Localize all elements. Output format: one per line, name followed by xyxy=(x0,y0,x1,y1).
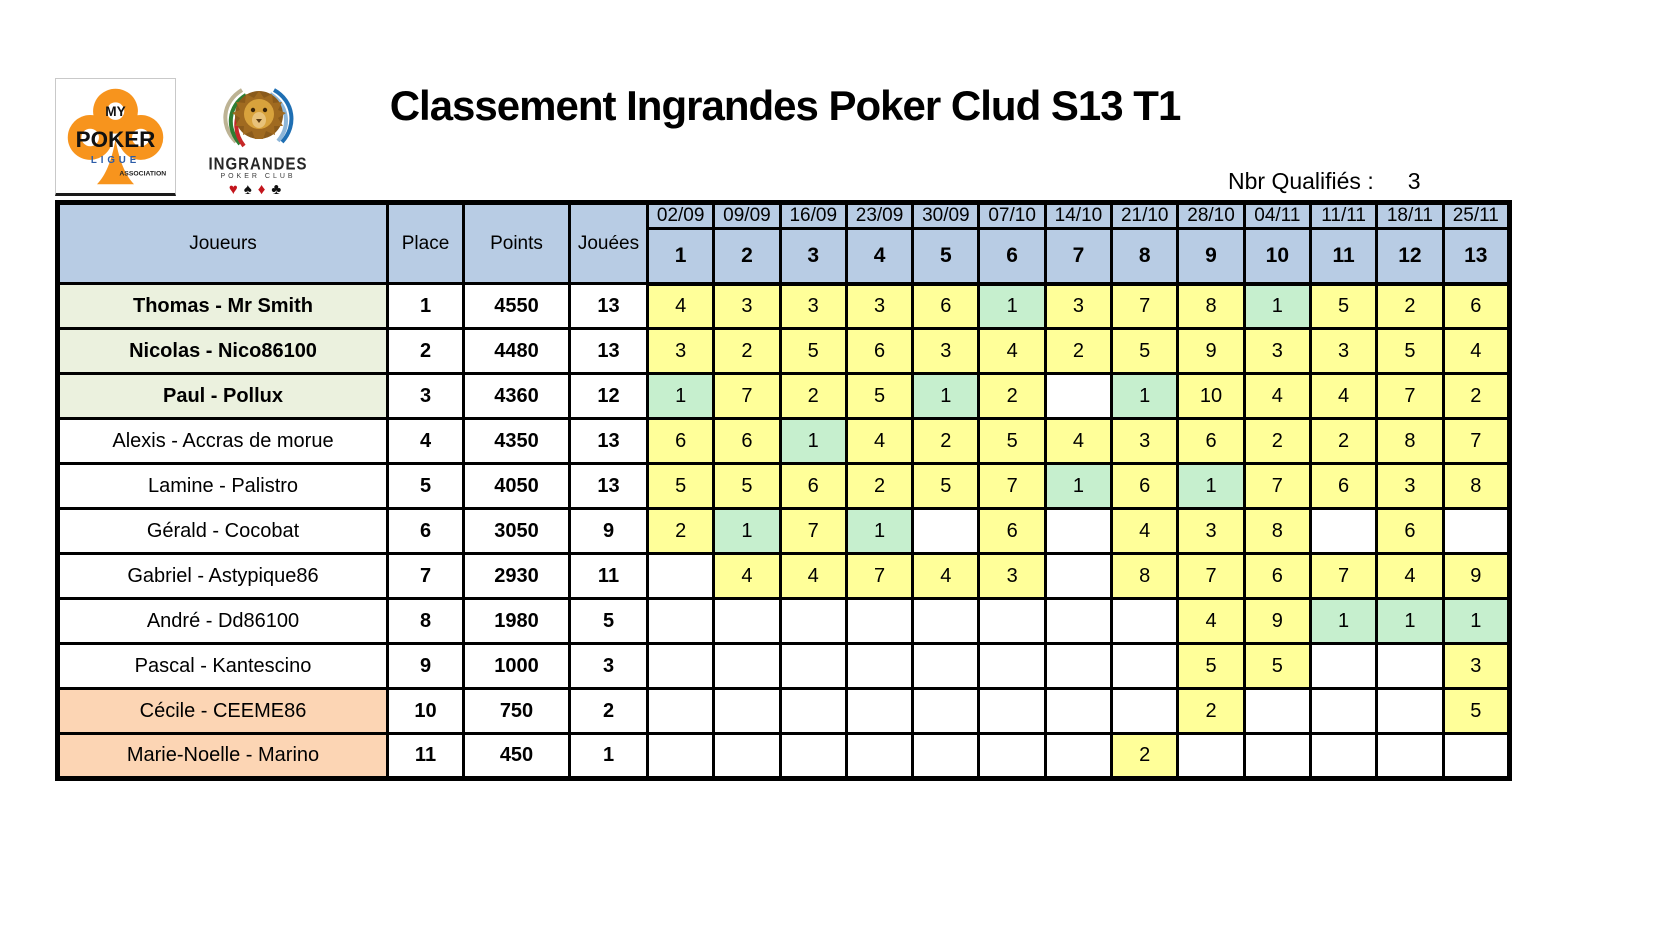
player-row xyxy=(58,554,1510,599)
dates-row xyxy=(58,203,1510,229)
round-result-cell: 5 xyxy=(913,464,979,509)
round-result-cell: 6 xyxy=(1112,464,1178,509)
round-result-cell: 1 xyxy=(1112,374,1178,419)
round-result-cell: 1 xyxy=(1443,599,1509,644)
round-result-cell xyxy=(846,599,912,644)
round-result-cell: 1 xyxy=(1045,464,1111,509)
player-place: 4 xyxy=(388,419,464,464)
player-place: 10 xyxy=(388,689,464,734)
round-result-cell xyxy=(1310,644,1376,689)
round-result-cell: 3 xyxy=(1112,419,1178,464)
round-number-header: 2 xyxy=(714,229,780,284)
round-result-cell: 1 xyxy=(979,284,1045,329)
round-result-cell: 8 xyxy=(1178,284,1244,329)
round-result-cell: 4 xyxy=(846,419,912,464)
round-result-cell: 6 xyxy=(1178,419,1244,464)
round-result-cell: 2 xyxy=(979,374,1045,419)
round-number-header: 3 xyxy=(780,229,846,284)
round-result-cell: 4 xyxy=(648,284,714,329)
round-result-cell: 7 xyxy=(1244,464,1310,509)
round-result-cell: 3 xyxy=(1377,464,1443,509)
player-place: 5 xyxy=(388,464,464,509)
player-place: 1 xyxy=(388,284,464,329)
player-points: 3050 xyxy=(464,509,570,554)
round-result-cell: 4 xyxy=(1178,599,1244,644)
round-result-cell: 6 xyxy=(780,464,846,509)
player-played: 3 xyxy=(570,644,648,689)
round-result-cell: 7 xyxy=(1178,554,1244,599)
player-place: 7 xyxy=(388,554,464,599)
player-played: 13 xyxy=(570,329,648,374)
round-result-cell: 5 xyxy=(1377,329,1443,374)
round-result-cell xyxy=(648,689,714,734)
player-row xyxy=(58,284,1510,329)
round-result-cell: 7 xyxy=(1377,374,1443,419)
round-result-cell: 4 xyxy=(1443,329,1509,374)
round-result-cell xyxy=(1310,509,1376,554)
header-points: Points xyxy=(464,203,570,284)
player-place: 3 xyxy=(388,374,464,419)
round-result-cell: 6 xyxy=(1377,509,1443,554)
round-number-header: 9 xyxy=(1178,229,1244,284)
round-result-cell: 7 xyxy=(780,509,846,554)
round-result-cell xyxy=(913,509,979,554)
player-place: 6 xyxy=(388,509,464,554)
round-result-cell: 5 xyxy=(1112,329,1178,374)
player-name: Nicolas - Nico86100 xyxy=(58,329,388,374)
ingrandes-suits xyxy=(203,181,313,198)
round-result-cell xyxy=(1443,734,1509,779)
mypoker-logo xyxy=(55,78,176,196)
player-points: 4480 xyxy=(464,329,570,374)
round-number-header: 6 xyxy=(979,229,1045,284)
round-result-cell xyxy=(1045,644,1111,689)
round-result-cell: 8 xyxy=(1443,464,1509,509)
round-result-cell: 9 xyxy=(1178,329,1244,374)
round-result-cell: 1 xyxy=(846,509,912,554)
round-result-cell: 1 xyxy=(780,419,846,464)
round-result-cell xyxy=(1045,689,1111,734)
player-name: Alexis - Accras de morue xyxy=(58,419,388,464)
ingrandes-subtitle-text: POKER CLUB xyxy=(220,173,296,180)
round-result-cell: 6 xyxy=(1443,284,1509,329)
ingrandes-name-text: INGRANDES xyxy=(208,154,308,175)
round-result-cell: 3 xyxy=(1310,329,1376,374)
player-played: 5 xyxy=(570,599,648,644)
round-result-cell: 9 xyxy=(1443,554,1509,599)
round-result-cell xyxy=(979,599,1045,644)
round-result-cell: 5 xyxy=(1178,644,1244,689)
round-result-cell: 2 xyxy=(846,464,912,509)
player-name: Pascal - Kantescino xyxy=(58,644,388,689)
round-result-cell xyxy=(846,689,912,734)
round-result-cell: 2 xyxy=(780,374,846,419)
player-name: Gabriel - Astypique86 xyxy=(58,554,388,599)
round-result-cell xyxy=(913,734,979,779)
round-result-cell: 6 xyxy=(714,419,780,464)
round-result-cell xyxy=(1112,689,1178,734)
player-place: 2 xyxy=(388,329,464,374)
player-played: 9 xyxy=(570,509,648,554)
page-title: Classement Ingrandes Poker Clud S13 T1 xyxy=(389,82,1181,129)
round-date-header: 14/10 xyxy=(1045,203,1111,229)
spade-suit-icon: ♠ xyxy=(243,181,258,198)
player-played: 1 xyxy=(570,734,648,779)
table-header xyxy=(58,203,1510,284)
mypoker-club-icon xyxy=(56,79,175,193)
round-result-cell: 8 xyxy=(1244,509,1310,554)
round-result-cell: 5 xyxy=(1310,284,1376,329)
round-result-cell xyxy=(1310,734,1376,779)
round-result-cell: 3 xyxy=(780,284,846,329)
ingrandes-logo xyxy=(203,82,313,196)
round-result-cell: 5 xyxy=(1244,644,1310,689)
round-result-cell xyxy=(1112,599,1178,644)
round-date-header: 28/10 xyxy=(1178,203,1244,229)
round-result-cell: 2 xyxy=(1112,734,1178,779)
round-date-header: 11/11 xyxy=(1310,203,1376,229)
player-points: 4360 xyxy=(464,374,570,419)
round-result-cell xyxy=(714,689,780,734)
round-number-header: 8 xyxy=(1112,229,1178,284)
round-result-cell: 9 xyxy=(1244,599,1310,644)
round-result-cell: 1 xyxy=(913,374,979,419)
round-result-cell: 3 xyxy=(1443,644,1509,689)
ingrandes-lion-icon xyxy=(206,82,311,152)
round-result-cell xyxy=(846,734,912,779)
round-number-header: 12 xyxy=(1377,229,1443,284)
round-result-cell: 6 xyxy=(648,419,714,464)
player-played: 13 xyxy=(570,419,648,464)
round-result-cell xyxy=(979,734,1045,779)
round-result-cell: 4 xyxy=(1112,509,1178,554)
round-date-header: 18/11 xyxy=(1377,203,1443,229)
qualified-info xyxy=(1228,168,1488,195)
round-date-header: 07/10 xyxy=(979,203,1045,229)
player-played: 2 xyxy=(570,689,648,734)
player-points: 450 xyxy=(464,734,570,779)
player-place: 8 xyxy=(388,599,464,644)
player-row xyxy=(58,329,1510,374)
round-result-cell: 4 xyxy=(1244,374,1310,419)
round-result-cell: 8 xyxy=(1377,419,1443,464)
round-result-cell xyxy=(979,689,1045,734)
header-place: Place xyxy=(388,203,464,284)
round-date-header: 21/10 xyxy=(1112,203,1178,229)
player-row xyxy=(58,464,1510,509)
round-result-cell: 1 xyxy=(714,509,780,554)
player-name: Paul - Pollux xyxy=(58,374,388,419)
player-name: Lamine - Palistro xyxy=(58,464,388,509)
ranking-table-wrapper xyxy=(55,200,1512,781)
round-result-cell: 3 xyxy=(1045,284,1111,329)
round-result-cell: 4 xyxy=(1377,554,1443,599)
round-result-cell: 2 xyxy=(1045,329,1111,374)
round-result-cell xyxy=(1244,689,1310,734)
round-result-cell xyxy=(913,689,979,734)
mypoker-text-poker: POKER xyxy=(75,127,156,153)
heart-suit-icon: ♥ xyxy=(228,181,244,198)
round-date-header: 30/09 xyxy=(913,203,979,229)
club-suit-icon: ♣ xyxy=(271,181,288,198)
round-result-cell xyxy=(1244,734,1310,779)
player-row xyxy=(58,689,1510,734)
round-result-cell xyxy=(1045,554,1111,599)
round-result-cell xyxy=(1377,644,1443,689)
round-result-cell: 2 xyxy=(1377,284,1443,329)
round-number-header: 5 xyxy=(913,229,979,284)
round-result-cell: 4 xyxy=(714,554,780,599)
round-result-cell xyxy=(1377,689,1443,734)
round-date-header: 16/09 xyxy=(780,203,846,229)
round-result-cell: 2 xyxy=(648,509,714,554)
round-result-cell: 3 xyxy=(1178,509,1244,554)
player-name: Cécile - CEEME86 xyxy=(58,689,388,734)
round-result-cell xyxy=(780,644,846,689)
round-result-cell: 6 xyxy=(913,284,979,329)
round-result-cell xyxy=(648,734,714,779)
player-points: 4050 xyxy=(464,464,570,509)
round-result-cell: 7 xyxy=(846,554,912,599)
round-result-cell: 2 xyxy=(1178,689,1244,734)
player-place: 11 xyxy=(388,734,464,779)
round-result-cell xyxy=(913,599,979,644)
round-result-cell: 6 xyxy=(846,329,912,374)
player-played: 11 xyxy=(570,554,648,599)
player-row xyxy=(58,599,1510,644)
round-result-cell: 5 xyxy=(648,464,714,509)
player-played: 13 xyxy=(570,284,648,329)
player-place: 9 xyxy=(388,644,464,689)
player-points: 2930 xyxy=(464,554,570,599)
round-result-cell: 4 xyxy=(979,329,1045,374)
round-result-cell: 5 xyxy=(979,419,1045,464)
round-result-cell xyxy=(1443,509,1509,554)
round-result-cell: 3 xyxy=(846,284,912,329)
round-number-header: 13 xyxy=(1443,229,1509,284)
player-row xyxy=(58,419,1510,464)
round-result-cell xyxy=(1310,689,1376,734)
round-result-cell: 2 xyxy=(913,419,979,464)
round-result-cell: 5 xyxy=(846,374,912,419)
round-result-cell: 4 xyxy=(1045,419,1111,464)
round-number-header: 1 xyxy=(648,229,714,284)
round-result-cell: 5 xyxy=(780,329,846,374)
player-row xyxy=(58,734,1510,779)
round-date-header: 09/09 xyxy=(714,203,780,229)
round-result-cell xyxy=(1045,599,1111,644)
round-result-cell: 2 xyxy=(1443,374,1509,419)
mypoker-text-ligue: LIGUE xyxy=(90,154,141,166)
round-result-cell: 1 xyxy=(648,374,714,419)
round-result-cell: 3 xyxy=(1244,329,1310,374)
round-result-cell: 4 xyxy=(913,554,979,599)
round-result-cell xyxy=(780,599,846,644)
round-result-cell: 3 xyxy=(648,329,714,374)
round-result-cell xyxy=(780,734,846,779)
player-name: Thomas - Mr Smith xyxy=(58,284,388,329)
round-result-cell xyxy=(648,554,714,599)
qualified-label: Nbr Qualifiés : xyxy=(1228,168,1374,194)
round-result-cell: 6 xyxy=(1310,464,1376,509)
round-result-cell xyxy=(846,644,912,689)
table-body xyxy=(58,284,1510,779)
player-row xyxy=(58,644,1510,689)
player-points: 1000 xyxy=(464,644,570,689)
round-result-cell: 7 xyxy=(1310,554,1376,599)
diamond-suit-icon: ♦ xyxy=(257,181,272,198)
round-result-cell: 5 xyxy=(1443,689,1509,734)
round-number-header: 10 xyxy=(1244,229,1310,284)
player-points: 750 xyxy=(464,689,570,734)
round-result-cell xyxy=(648,644,714,689)
round-number-header: 4 xyxy=(846,229,912,284)
player-row xyxy=(58,509,1510,554)
round-result-cell xyxy=(714,734,780,779)
round-number-header: 11 xyxy=(1310,229,1376,284)
player-points: 4350 xyxy=(464,419,570,464)
round-result-cell: 2 xyxy=(1310,419,1376,464)
round-result-cell xyxy=(1045,734,1111,779)
header-players: Joueurs xyxy=(58,203,388,284)
player-name: André - Dd86100 xyxy=(58,599,388,644)
round-result-cell xyxy=(1045,374,1111,419)
round-result-cell xyxy=(714,644,780,689)
round-result-cell xyxy=(979,644,1045,689)
round-result-cell: 3 xyxy=(979,554,1045,599)
ranking-table xyxy=(55,200,1512,781)
mypoker-text-association: ASSOCIATION xyxy=(119,170,167,178)
player-name: Marie-Noelle - Marino xyxy=(58,734,388,779)
player-played: 12 xyxy=(570,374,648,419)
round-date-header: 23/09 xyxy=(846,203,912,229)
round-number-header: 7 xyxy=(1045,229,1111,284)
round-result-cell: 3 xyxy=(913,329,979,374)
round-result-cell xyxy=(1377,734,1443,779)
round-result-cell: 8 xyxy=(1112,554,1178,599)
round-date-header: 04/11 xyxy=(1244,203,1310,229)
round-result-cell: 1 xyxy=(1310,599,1376,644)
round-result-cell xyxy=(1178,734,1244,779)
round-result-cell: 1 xyxy=(1377,599,1443,644)
round-result-cell: 7 xyxy=(979,464,1045,509)
header-played: Jouées xyxy=(570,203,648,284)
round-result-cell: 1 xyxy=(1178,464,1244,509)
round-result-cell: 6 xyxy=(1244,554,1310,599)
round-result-cell: 2 xyxy=(714,329,780,374)
round-result-cell: 4 xyxy=(1310,374,1376,419)
round-result-cell xyxy=(714,599,780,644)
round-result-cell: 7 xyxy=(714,374,780,419)
round-result-cell xyxy=(780,689,846,734)
round-result-cell: 3 xyxy=(714,284,780,329)
mypoker-text-my: MY xyxy=(105,104,126,120)
round-result-cell xyxy=(1112,644,1178,689)
round-result-cell: 5 xyxy=(714,464,780,509)
round-result-cell xyxy=(913,644,979,689)
round-result-cell xyxy=(648,599,714,644)
round-result-cell: 10 xyxy=(1178,374,1244,419)
round-result-cell xyxy=(1045,509,1111,554)
round-date-header: 25/11 xyxy=(1443,203,1509,229)
round-result-cell: 7 xyxy=(1443,419,1509,464)
player-points: 1980 xyxy=(464,599,570,644)
round-date-header: 02/09 xyxy=(648,203,714,229)
player-points: 4550 xyxy=(464,284,570,329)
round-result-cell: 4 xyxy=(780,554,846,599)
player-name: Gérald - Cocobat xyxy=(58,509,388,554)
round-result-cell: 6 xyxy=(979,509,1045,554)
round-result-cell: 1 xyxy=(1244,284,1310,329)
player-played: 13 xyxy=(570,464,648,509)
round-result-cell: 2 xyxy=(1244,419,1310,464)
round-result-cell: 7 xyxy=(1112,284,1178,329)
qualified-value: 3 xyxy=(1407,168,1421,194)
player-row xyxy=(58,374,1510,419)
